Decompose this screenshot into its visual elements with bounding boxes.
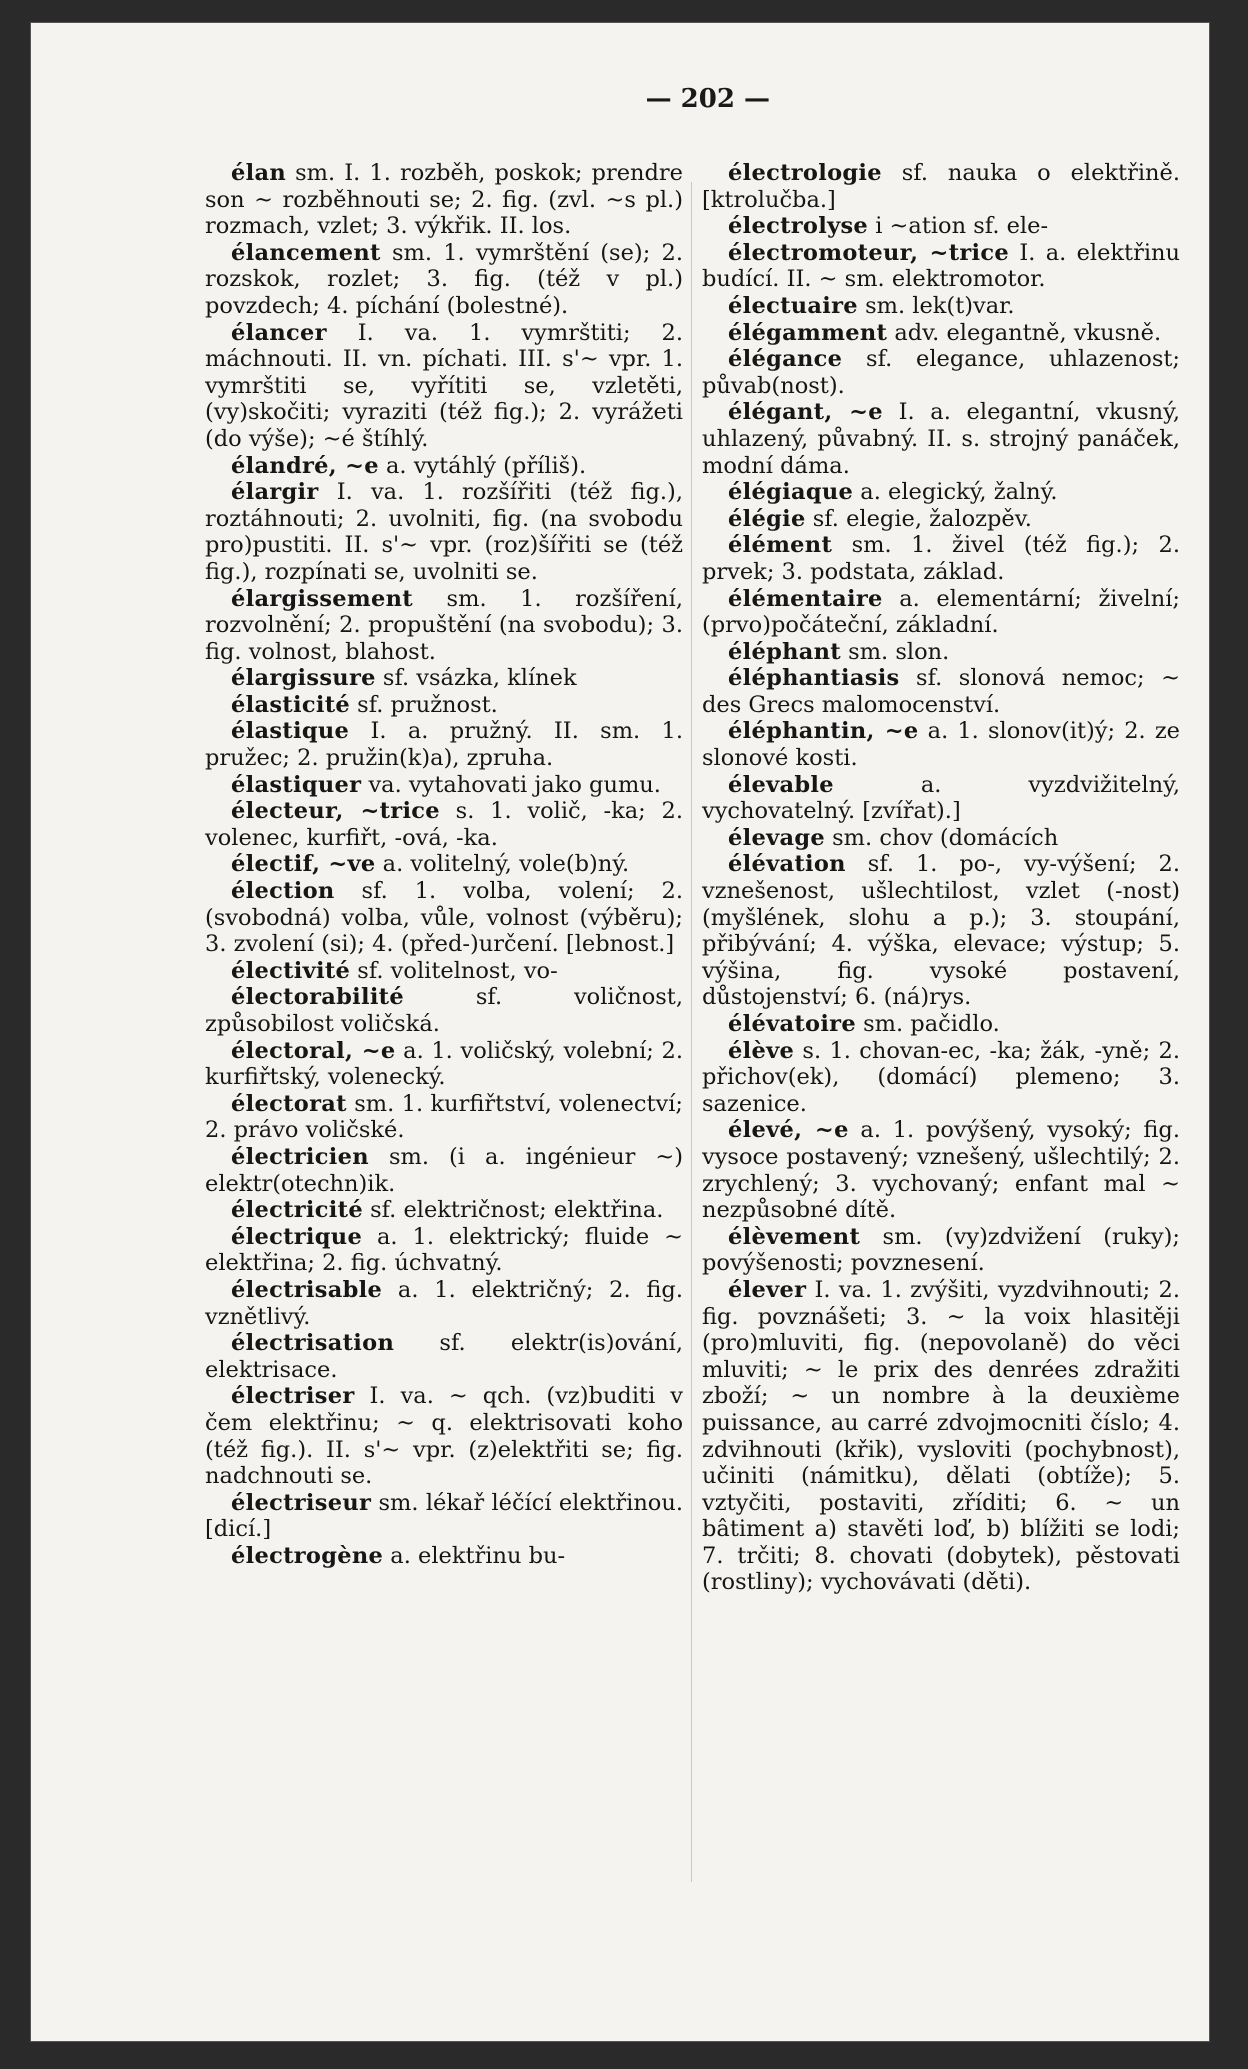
entry-headword: élargissement: [231, 585, 413, 612]
entry-definition: sf. pružnost.: [350, 691, 498, 718]
entry-definition: a. 1. voličský, volební; 2. kurfiřtský, volenecký.: [205, 1037, 683, 1091]
entry-headword: élégamment: [728, 319, 888, 346]
dictionary-entry: [205, 160, 683, 240]
entry-headword: élevable: [728, 771, 834, 798]
entry-definition: I. va. ~ qch. (vz)buditi v čem elektřinu; ~ q. elektrisovati koho (též fig.). II. s'~ vpr. (z)elektřiti se; fig. nadchnouti se.: [205, 1383, 683, 1490]
dictionary-entry: [702, 586, 1180, 639]
entry-definition: sm. 1. živel (též fig.); 2. prvek; 3. podstata, základ.: [702, 532, 1180, 585]
dictionary-entry: [205, 665, 683, 692]
entry-headword: électif, ~ve: [231, 851, 376, 878]
dictionary-entry: [205, 1224, 683, 1277]
dictionary-entry: [205, 692, 683, 719]
entry-definition: sm. I. 1. rozběh, poskok; prendre son ~ rozběhnouti se; 2. fig. (zvl. ~s pl.) rozmach, vzlet; 3. výkřik. II. los.: [205, 160, 683, 240]
dictionary-entry: [205, 1277, 683, 1330]
dictionary-entry: [702, 639, 1180, 666]
entry-definition: a. volitelný, vole(b)ný.: [375, 851, 630, 878]
entry-definition: a. 1. električný; 2. fig. vznětlivý.: [205, 1276, 683, 1330]
dictionary-entry: [702, 1011, 1180, 1038]
entry-definition: sm. 1. kurfiřtství, volenectví; 2. právo voličské.: [205, 1090, 683, 1144]
entry-headword: élasticité: [231, 691, 351, 718]
entry-definition: I. va. 1. vymrštiti; 2. máchnouti. II. vn. píchati. III. s'~ vpr. 1. vymrštiti se, vyřítiti se, vzletěti, (vy)skočiti; vyraziti (též fig.); 2. vyrážeti (do výše); ~é štíhlý.: [205, 319, 683, 452]
page-number: — 202 —: [645, 84, 770, 114]
entry-definition: sm. (vy)zdvižení (ruky); povýšenosti; povznesení.: [702, 1223, 1180, 1277]
entry-headword: élevé, ~e: [728, 1117, 849, 1144]
dictionary-entry: [702, 532, 1180, 585]
entry-headword: élever: [728, 1276, 807, 1303]
entry-headword: élément: [728, 532, 833, 559]
dictionary-entry: [205, 586, 683, 666]
right-column: [702, 160, 1180, 1596]
dictionary-entry: [702, 1277, 1180, 1596]
left-column: [205, 160, 683, 1569]
entry-definition: a. elektřinu bu-: [383, 1542, 566, 1569]
dictionary-entry: [702, 1038, 1180, 1118]
entry-headword: élégie: [728, 505, 806, 532]
entry-headword: élargissure: [231, 665, 376, 692]
entry-definition: sm. slon.: [841, 638, 950, 665]
dictionary-entry: [702, 346, 1180, 399]
entry-definition: sf. elektr(is)ování, elektrisace.: [205, 1330, 683, 1383]
entry-headword: électuaire: [728, 292, 858, 319]
entry-headword: élévatoire: [728, 1011, 856, 1037]
entry-headword: électrique: [231, 1223, 363, 1250]
entry-definition: sm. lékař léčící elektřinou. [dicí.]: [205, 1489, 683, 1543]
entry-definition: sm. pačidlo.: [855, 1011, 1000, 1037]
entry-headword: élastiquer: [231, 771, 362, 798]
entry-definition: a. vytáhlý (příliš).: [378, 452, 587, 479]
dictionary-entry: [205, 1091, 683, 1144]
entry-definition: sm. (i a. ingénieur ~) elektr(otechn)ik.: [205, 1143, 683, 1197]
entry-definition: sm. chov (domácích: [824, 824, 1059, 851]
entry-definition: sf. elegie, žalozpěv.: [805, 505, 1032, 532]
entry-headword: élargir: [231, 479, 319, 506]
dictionary-entry: [205, 1543, 683, 1570]
entry-definition: sm. 1. rozšíření, rozvolnění; 2. propuštění (na svobodu); 3. fig. volnost, blahost.: [205, 585, 683, 665]
entry-headword: élastique: [231, 718, 350, 745]
dictionary-entry: [205, 878, 683, 958]
entry-headword: élancement: [231, 239, 381, 266]
entry-headword: élevage: [728, 824, 825, 851]
entry-definition: s. 1. chovan-ec, -ka; žák, -yně; 2. přichov(ek), (domácí) plemeno; 3. sazenice.: [702, 1037, 1180, 1117]
dictionary-entry: [205, 240, 683, 320]
entry-definition: a. vyzdvižitelný, vychovatelný. [zvířat).]: [702, 771, 1180, 825]
entry-headword: électrologie: [728, 160, 882, 186]
entry-definition: i ~ation sf. ele-: [868, 213, 1049, 240]
entry-definition: I. a. elegantní, vkusný, uhlazený, půvabný. II. s. strojný panáček, modní dáma.: [702, 399, 1180, 479]
entry-definition: I. va. 1. zvýšiti, vyzdvihnouti; 2. fig. povznášeti; 3. ~ la voix hlasitěji (pro)mluviti, fig. (nepovolaně) do věci mluviti; ~ le prix des denrées zdražiti zboží; ~ un nombre à la deuxième puissance, au carré zdvojmocniti číslo; 4. zdvihnouti (křik), vysloviti (pochybnost), učiniti (námitku), dělati (obtíže); 5. vztyčiti, postaviti, zříditi; 6. ~ un bâtiment a) stavěti loď, b) blížiti se lodi; 7. trčiti; 8. chovati (dobytek), pěstovati (rostliny); vychovávati (děti).: [702, 1276, 1180, 1596]
entry-definition: va. vytahovati jako gumu.: [361, 771, 661, 798]
entry-headword: électrisable: [231, 1276, 383, 1303]
entry-definition: sf. 1. po-, vy-výšení; 2. vznešenost, ušlechtilost, vzlet (-nost) (myšlének, slohu a p.); 3. stoupání, přibývání; 4. výška, elevace; výstup; 5. výšina, fig. vysoké postavení, důstojenství; 6. (ná)rys.: [702, 851, 1180, 1011]
entry-headword: électrolyse: [728, 213, 869, 240]
entry-definition: sf. nauka o elektřině. [ktrolučba.]: [702, 160, 1180, 213]
entry-definition: I. a. pružný. II. sm. 1. pružec; 2. pružin(k)a), zpruha.: [205, 718, 683, 772]
dictionary-entry: [205, 984, 683, 1037]
dictionary-entry: [205, 772, 683, 799]
dictionary-entry: [702, 479, 1180, 506]
entry-definition: sf. električnost; elektřina.: [362, 1197, 664, 1224]
entry-definition: sf. voličnost, způsobilost voličská.: [205, 984, 683, 1037]
entry-headword: élémentaire: [728, 585, 883, 612]
dictionary-entry: [205, 718, 683, 771]
entry-headword: électricité: [231, 1197, 363, 1224]
entry-definition: a. elementární; živelní; (prvo)počáteční, základní.: [702, 585, 1180, 639]
dictionary-entry: [702, 825, 1180, 852]
entry-definition: s. 1. volič, -ka; 2. volenec, kurfiřt, -ová, -ka.: [205, 798, 683, 851]
dictionary-entry: [702, 718, 1180, 771]
entry-headword: électrogène: [231, 1542, 384, 1569]
dictionary-entry: [702, 1224, 1180, 1277]
dictionary-entry: [205, 1330, 683, 1383]
entry-definition: sf. vsázka, klínek: [375, 665, 577, 692]
entry-definition: sm. lek(t)var.: [857, 292, 1015, 319]
dictionary-entry: [205, 1144, 683, 1197]
dictionary-entry: [205, 1197, 683, 1224]
dictionary-entry: [702, 506, 1180, 533]
entry-definition: adv. elegantně, vkusně.: [887, 319, 1162, 346]
column-divider: [691, 182, 692, 1882]
dictionary-entry: [205, 958, 683, 985]
dictionary-entry: [702, 665, 1180, 718]
entry-definition: a. 1. povýšený, vysoký; fig. vysoce postavený; vznešený, ušlechtilý; 2. zrychlený; 3. vychovaný; enfant mal ~ nezpůsobné dítě.: [702, 1117, 1180, 1224]
dictionary-entry: [702, 851, 1180, 1011]
entry-definition: sf. volitelnost, vo-: [350, 957, 558, 984]
dictionary-entry: [702, 293, 1180, 320]
entry-headword: élèvement: [728, 1223, 861, 1250]
dictionary-entry: [205, 453, 683, 480]
entry-headword: électriser: [231, 1383, 355, 1410]
entry-definition: a. 1. elektrický; fluide ~ elektřina; 2. fig. úchvatný.: [205, 1223, 683, 1277]
dictionary-entry: [205, 851, 683, 878]
entry-headword: électorabilité: [231, 984, 404, 1011]
entry-definition: a. elegický, žalný.: [853, 479, 1058, 506]
entry-headword: électoral, ~e: [231, 1037, 396, 1064]
entry-headword: élandré, ~e: [231, 452, 379, 479]
entry-headword: élévation: [728, 851, 846, 878]
entry-headword: élection: [231, 878, 335, 905]
entry-headword: élève: [728, 1037, 795, 1064]
entry-definition: a. 1. slonov(it)ý; 2. ze slonové kosti.: [702, 718, 1180, 772]
entry-headword: électivité: [231, 957, 351, 984]
entry-headword: élégiaque: [728, 479, 854, 506]
entry-headword: électrisation: [231, 1330, 395, 1357]
dictionary-entry: [205, 479, 683, 585]
entry-headword: élégance: [728, 346, 843, 373]
entry-headword: élan: [231, 160, 286, 186]
entry-definition: I. va. 1. rozšířiti (též fig.), roztáhnouti; 2. uvolniti, fig. (na svobodu pro)pustiti. II. s'~ vpr. (roz)šířiti se (též fig.), rozpínati se, uvolniti se.: [205, 479, 683, 585]
dictionary-entry: [702, 1117, 1180, 1223]
entry-headword: électromoteur, ~trice: [728, 239, 1010, 266]
entry-headword: électorat: [231, 1090, 347, 1117]
entry-definition: sf. slonová nemoc; ~ des Grecs malomocenství.: [702, 665, 1180, 718]
entry-definition: sf. elegance, uhlazenost; půvab(nost).: [702, 346, 1180, 399]
dictionary-entry: [205, 1490, 683, 1543]
entry-definition: sf. 1. volba, volení; 2. (svobodná) volba, vůle, volnost (výběru); 3. zvolení (si); 4. (před-)určení. [lebnost.]: [205, 878, 683, 958]
dictionary-entry: [702, 213, 1180, 240]
entry-headword: éléphant: [728, 638, 841, 665]
entry-headword: élancer: [231, 319, 327, 346]
dictionary-entry: [205, 320, 683, 453]
dictionary-page: [30, 22, 1210, 2042]
entry-headword: éléphantin, ~e: [728, 718, 919, 745]
dictionary-entry: [702, 240, 1180, 293]
entry-headword: électricien: [231, 1143, 369, 1170]
entry-definition: sm. 1. vymrštění (se); 2. rozskok, rozlet; 3. fig. (též v pl.) povzdech; 4. píchání (bolestné).: [205, 239, 683, 319]
dictionary-entry: [702, 320, 1180, 347]
entry-headword: électriseur: [231, 1489, 372, 1516]
dictionary-entry: [205, 1383, 683, 1489]
dictionary-entry: [702, 772, 1180, 825]
entry-headword: élégant, ~e: [728, 399, 883, 426]
dictionary-entry: [702, 399, 1180, 479]
entry-headword: éléphantiasis: [728, 665, 900, 692]
entry-headword: électeur, ~trice: [231, 798, 440, 825]
entry-definition: I. a. elektřinu budící. II. ~ sm. elektromotor.: [702, 239, 1180, 293]
dictionary-entry: [205, 798, 683, 851]
dictionary-entry: [205, 1038, 683, 1091]
dictionary-entry: [702, 160, 1180, 213]
